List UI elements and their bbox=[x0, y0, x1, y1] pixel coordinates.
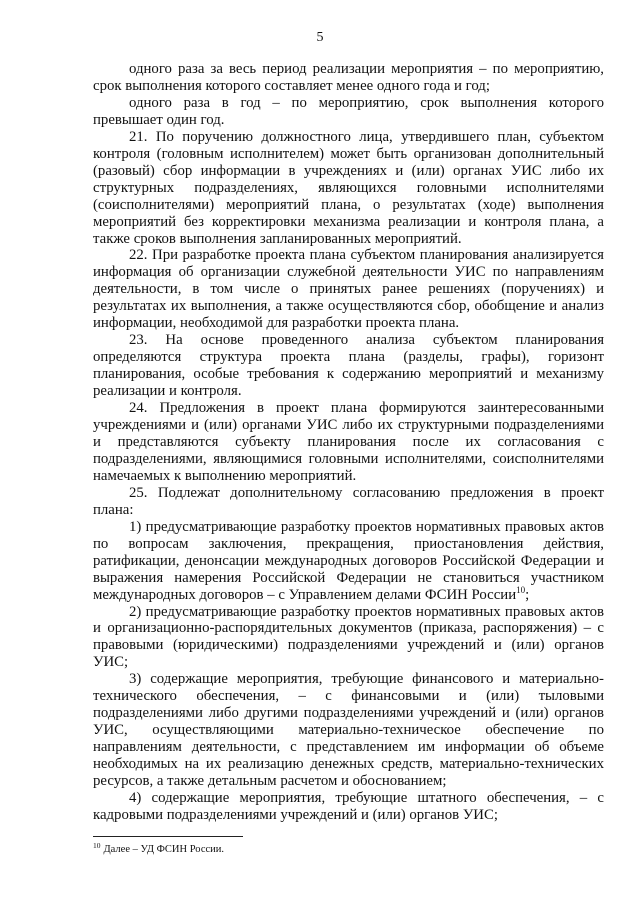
paragraph-frequency-short: одного раза за весь период реализации мероприятия – по мероприятию, срок выполнения которого составляет менее одного года и год; bbox=[93, 61, 604, 94]
footnote-separator bbox=[93, 836, 243, 837]
footnote-number: 10 bbox=[93, 840, 101, 850]
footnote bbox=[93, 840, 604, 856]
list-item-1-text: 1) предусматривающие разработку проектов нормативных правовых актов по вопросам заключения, прекращения, приостановления действия, ратификации, денонсации международных договоров Российской Федерации и выражения намерения Российской Федерации не становиться участником международных договоров – с Управлением делами ФСИН России bbox=[93, 518, 604, 603]
paragraph-22: 22. При разработке проекта плана субъектом планирования анализируется информация об организации служебной деятельности УИС по направлениям деятельности, в том числе о принятых ранее решениях (поручениях) и результатах их выполнения, а также осуществляются сбор, обобщение и анализ информации, необходимой для разработки проекта плана. bbox=[93, 247, 604, 332]
footnote-reference: 10 bbox=[516, 584, 526, 595]
list-item-3: 3) содержащие мероприятия, требующие финансового и материально-технического обеспечения, – с финансовыми и (или) тыловыми подразделениями либо другими подразделениями учреждений и (или) органов УИС, осуществляющими материально-техническое обеспечение по направлениям деятельности, с представлением им информации об объеме необходимых на их реализацию денежных средств, материально-технических ресурсов, а также детальным расчетом и обоснованием; bbox=[93, 671, 604, 790]
footnote-text: Далее – УД ФСИН России. bbox=[103, 844, 224, 855]
page-number: 5 bbox=[316, 30, 324, 45]
paragraph-25: 25. Подлежат дополнительному согласованию предложения в проект плана: bbox=[93, 484, 604, 518]
list-item-1 bbox=[93, 519, 604, 604]
document-body bbox=[93, 61, 604, 824]
paragraph-24: 24. Предложения в проект плана формируются заинтересованными учреждениями и (или) органами УИС либо их структурными подразделениями и представляются субъекту планирования после их согласования с подразделениями, являющимися головными исполнителями, соисполнителями намечаемых к выполнению мероприятий. bbox=[93, 400, 604, 484]
paragraph-frequency-long: одного раза в год – по мероприятию, срок выполнения которого превышает один год. bbox=[93, 94, 604, 128]
list-item-4: 4) содержащие мероприятия, требующие штатного обеспечения, – с кадровыми подразделениями учреждений и (или) органов УИС; bbox=[93, 789, 604, 823]
list-item-2: 2) предусматривающие разработку проектов нормативных правовых актов и организационно-распорядительных документов (приказа, распоряжения) – с правовыми (юридическими) подразделениями учреждений и (или) органов УИС; bbox=[93, 603, 604, 671]
paragraph-21: 21. По поручению должностного лица, утвердившего план, субъектом контроля (головным исполнителем) может быть организован дополнительный (разовый) сбор информации в учреждениях и (или) органах УИС либо их структурных подразделениях, являющихся головными исполнителями (соисполнителями) мероприятий плана, о результатах (ходе) выполнения мероприятий без корректировки механизма реализации и контроля плана, а также сроков выполнения запланированных мероприятий. bbox=[93, 128, 604, 247]
list-item-1-end: ; bbox=[525, 586, 530, 603]
paragraph-23: 23. На основе проведенного анализа субъектом планирования определяются структура проекта плана (разделы, графы), горизонт планирования, особые требования к содержанию мероприятий и механизму реализации и контроля. bbox=[93, 332, 604, 400]
